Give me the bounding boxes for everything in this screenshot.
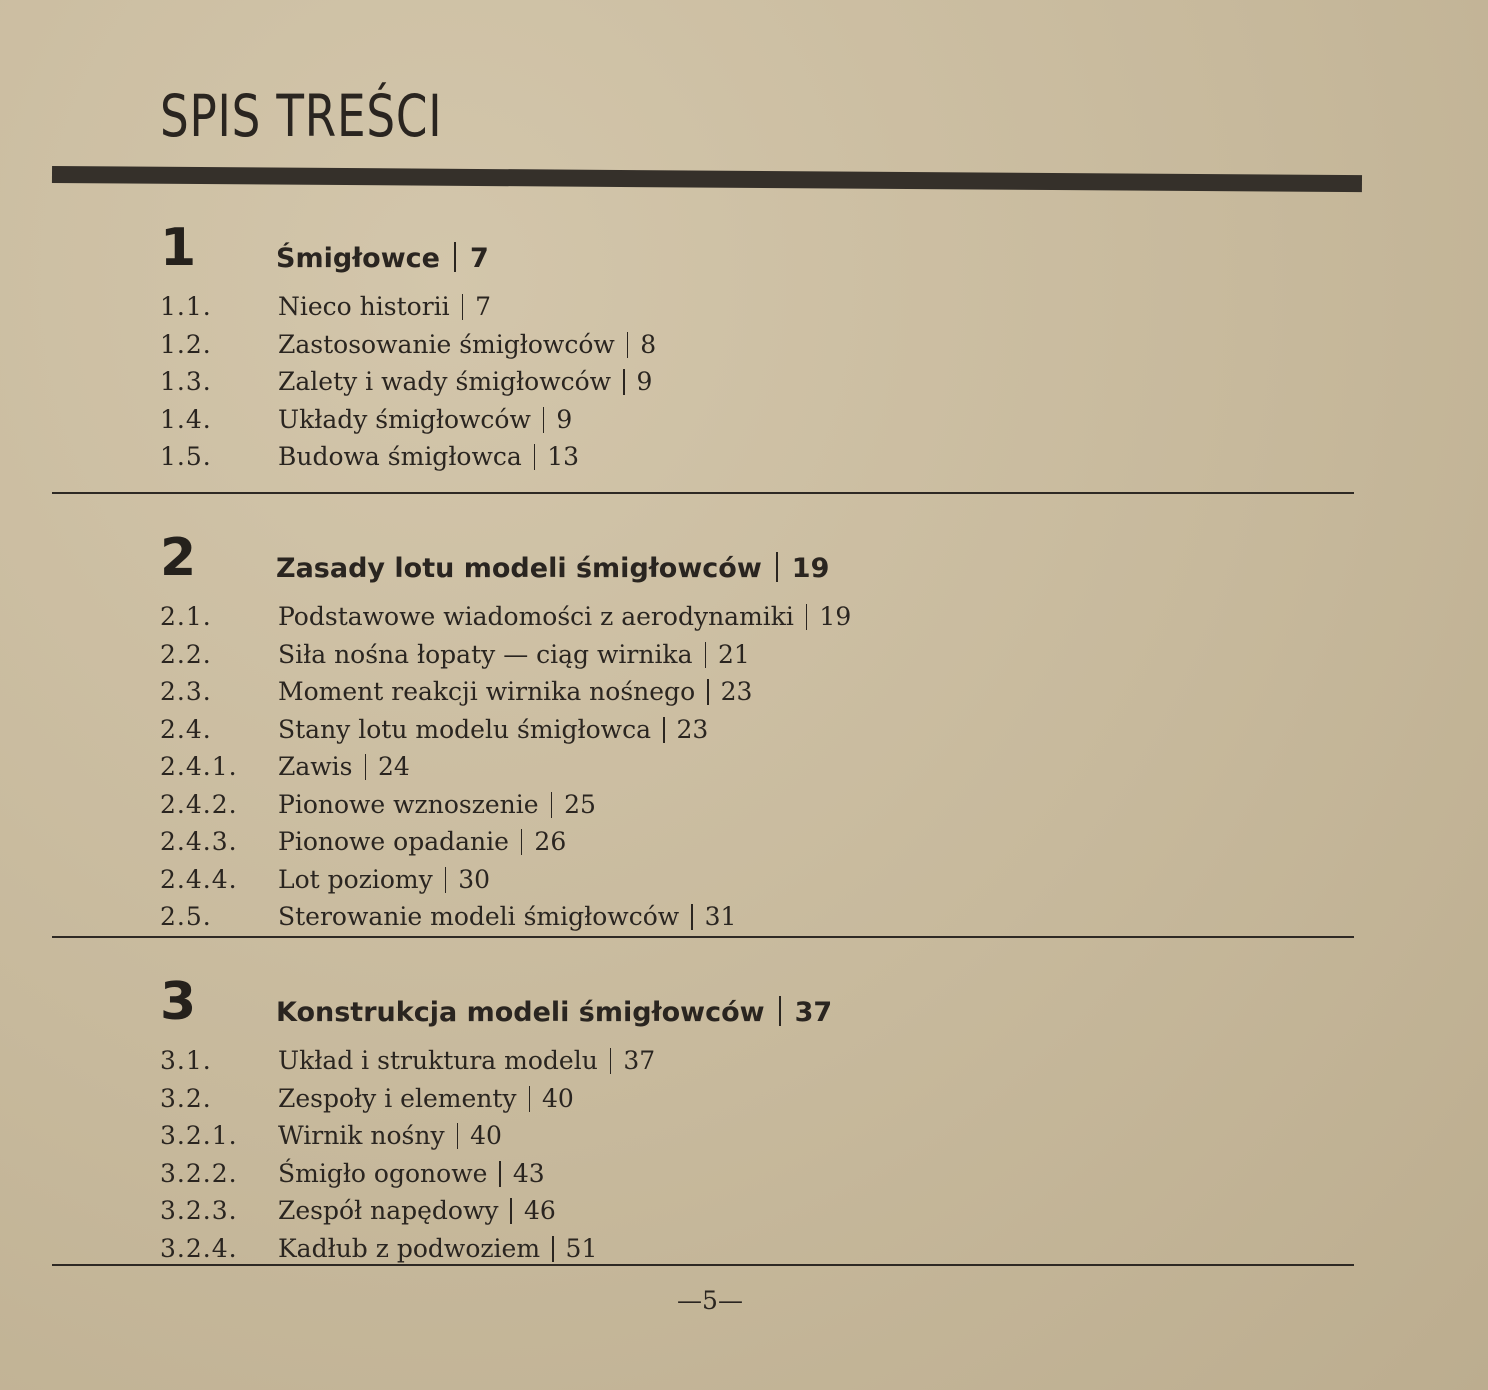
entry-number: 2.4.1. <box>160 752 238 781</box>
page-separator <box>454 242 456 272</box>
entry-title: Zastosowanie śmigłowców <box>278 329 615 359</box>
entry-list <box>0 1042 1488 1267</box>
entry-page: 9 <box>556 404 573 434</box>
entry-text <box>278 636 750 673</box>
page-separator <box>543 407 545 433</box>
page-separator <box>663 717 665 743</box>
page-separator <box>462 294 464 320</box>
chapter-page: 19 <box>791 553 830 584</box>
page-separator <box>552 1236 554 1262</box>
page-separator <box>499 1161 501 1187</box>
entry-title: Zalety i wady śmigłowców <box>278 367 612 396</box>
chapter-title: Konstrukcja modeli śmigłowców <box>276 997 765 1028</box>
chapter-title: Zasady lotu modeli śmigłowców <box>276 553 762 584</box>
entry-text <box>278 711 708 748</box>
toc-entry[interactable] <box>0 401 1488 439</box>
toc-entry[interactable] <box>0 1230 1488 1268</box>
entry-title: Pionowe wznoszenie <box>278 789 539 819</box>
toc-entry[interactable] <box>0 1117 1488 1155</box>
entry-text <box>278 1042 655 1079</box>
entry-text <box>278 823 566 860</box>
toc-entry[interactable] <box>0 1192 1488 1230</box>
entry-number: 2.1. <box>160 602 212 631</box>
toc-entry[interactable] <box>0 786 1488 824</box>
toc-entry[interactable] <box>0 636 1488 674</box>
chapter-divider <box>52 936 1354 938</box>
entry-text <box>278 1080 574 1117</box>
entry-title: Podstawowe wiadomości z aerodynamiki <box>278 602 794 631</box>
chapter-divider <box>52 492 1354 494</box>
entry-page: 8 <box>640 329 657 359</box>
page-separator <box>510 1198 512 1224</box>
chapter-heading[interactable] <box>276 242 489 275</box>
entry-text <box>278 1155 545 1192</box>
entry-number: 2.5. <box>160 902 212 931</box>
chapter-number: 2 <box>160 528 197 588</box>
page-separator <box>445 867 447 893</box>
entry-number: 2.4.4. <box>160 864 238 894</box>
toc-entry[interactable] <box>0 288 1488 326</box>
toc-entry[interactable] <box>0 823 1488 861</box>
entry-page: 7 <box>475 292 492 321</box>
chapter-page: 7 <box>470 243 489 274</box>
entry-text <box>278 898 736 935</box>
entry-number: 1.5. <box>160 442 212 471</box>
entry-text <box>278 786 596 823</box>
chapter-title: Śmigłowce <box>276 243 440 274</box>
entry-number: 2.3. <box>160 677 212 706</box>
toc-entry[interactable] <box>0 673 1488 711</box>
entry-number: 2.2. <box>160 639 212 669</box>
toc-entry[interactable] <box>0 1155 1488 1193</box>
entry-page: 21 <box>718 639 750 669</box>
toc-entry[interactable] <box>0 438 1488 476</box>
entry-title: Siła nośna łopaty — ciąg wirnika <box>278 639 693 669</box>
entry-title: Lot poziomy <box>278 864 433 894</box>
entry-page: 31 <box>704 902 737 931</box>
entry-number: 1.4. <box>160 404 212 434</box>
entry-number: 3.2. <box>160 1083 212 1113</box>
page-separator <box>776 552 778 582</box>
entry-title: Zespół napędowy <box>278 1196 499 1225</box>
page-separator <box>457 1123 459 1149</box>
page-separator <box>521 829 523 855</box>
page-title: SPIS TREŚCI <box>160 82 443 150</box>
entry-number: 3.2.3. <box>160 1196 238 1225</box>
page-separator <box>623 369 625 395</box>
page-separator <box>365 754 367 780</box>
entry-list <box>0 598 1488 936</box>
entry-number: 1.3. <box>160 367 212 396</box>
entry-text <box>278 673 752 710</box>
entry-title: Układy śmigłowców <box>278 404 531 434</box>
entry-page: 43 <box>512 1158 545 1188</box>
entry-number: 1.2. <box>160 329 212 359</box>
entry-title: Pionowe opadanie <box>278 827 509 856</box>
toc-entry[interactable] <box>0 748 1488 786</box>
toc-entry[interactable] <box>0 711 1488 749</box>
entry-list <box>0 288 1488 476</box>
entry-number: 1.1. <box>160 292 212 321</box>
entry-title: Śmigło ogonowe <box>278 1158 488 1188</box>
entry-text <box>278 748 410 785</box>
entry-page: 19 <box>819 602 852 631</box>
entry-title: Wirnik nośny <box>278 1121 445 1150</box>
entry-text <box>278 861 490 898</box>
entry-text <box>278 598 851 635</box>
entry-page: 23 <box>676 714 709 744</box>
title-rule <box>52 166 1362 192</box>
chapter-number: 1 <box>160 218 197 278</box>
page-separator <box>779 996 781 1026</box>
entry-number: 3.2.4. <box>160 1233 238 1263</box>
toc-entry[interactable] <box>0 861 1488 899</box>
entry-number: 3.2.1. <box>160 1121 238 1150</box>
entry-text <box>278 288 491 325</box>
entry-page: 40 <box>542 1083 574 1113</box>
entry-page: 24 <box>378 752 410 781</box>
entry-page: 13 <box>547 442 580 471</box>
toc-entry[interactable] <box>0 1042 1488 1080</box>
page-separator <box>705 642 707 668</box>
entry-number: 2.4. <box>160 714 212 744</box>
entry-page: 9 <box>636 367 653 396</box>
entry-title: Kadłub z podwoziem <box>278 1233 541 1263</box>
entry-page: 30 <box>458 864 491 894</box>
chapter-page: 37 <box>794 997 833 1028</box>
entry-text <box>278 1117 502 1154</box>
entry-text <box>278 1192 556 1229</box>
entry-text <box>278 438 579 475</box>
entry-title: Układ i struktura modelu <box>278 1046 598 1075</box>
page-separator <box>691 904 693 930</box>
toc-entry[interactable] <box>0 1080 1488 1118</box>
page-number: —5— <box>677 1286 743 1315</box>
chapter-number: 3 <box>160 972 197 1032</box>
entry-page: 25 <box>564 789 596 819</box>
entry-number: 3.1. <box>160 1046 212 1075</box>
entry-title: Nieco historii <box>278 292 450 321</box>
toc-entry[interactable] <box>0 363 1488 401</box>
page-separator <box>627 332 629 358</box>
page-separator <box>707 679 709 705</box>
chapter-heading[interactable] <box>276 552 829 585</box>
entry-title: Zespoły i elementy <box>278 1083 517 1113</box>
entry-text <box>278 1230 597 1267</box>
entry-number: 2.4.3. <box>160 827 238 856</box>
entry-title: Sterowanie modeli śmigłowców <box>278 902 680 931</box>
entry-title: Moment reakcji wirnika nośnego <box>278 677 696 706</box>
entry-page: 46 <box>523 1196 556 1225</box>
page-separator <box>551 792 553 818</box>
entry-title: Budowa śmigłowca <box>278 442 522 471</box>
entry-number: 3.2.2. <box>160 1158 238 1188</box>
entry-text <box>278 326 656 363</box>
entry-text <box>278 401 572 438</box>
entry-page: 40 <box>470 1121 502 1150</box>
page-separator <box>610 1048 612 1074</box>
entry-title: Stany lotu modelu śmigłowca <box>278 714 651 744</box>
toc-entry[interactable] <box>0 598 1488 636</box>
page-separator <box>806 604 808 630</box>
entry-text <box>278 363 652 400</box>
entry-number: 2.4.2. <box>160 789 238 819</box>
entry-page: 37 <box>623 1046 656 1075</box>
entry-page: 26 <box>534 827 567 856</box>
entry-title: Zawis <box>278 752 353 781</box>
toc-entry[interactable] <box>0 326 1488 364</box>
entry-page: 51 <box>565 1233 598 1263</box>
page-separator <box>534 444 536 470</box>
chapter-heading[interactable] <box>276 996 832 1029</box>
page-separator <box>529 1086 531 1112</box>
chapter-divider <box>52 1264 1354 1266</box>
entry-page: 23 <box>720 677 753 706</box>
toc-entry[interactable] <box>0 898 1488 936</box>
